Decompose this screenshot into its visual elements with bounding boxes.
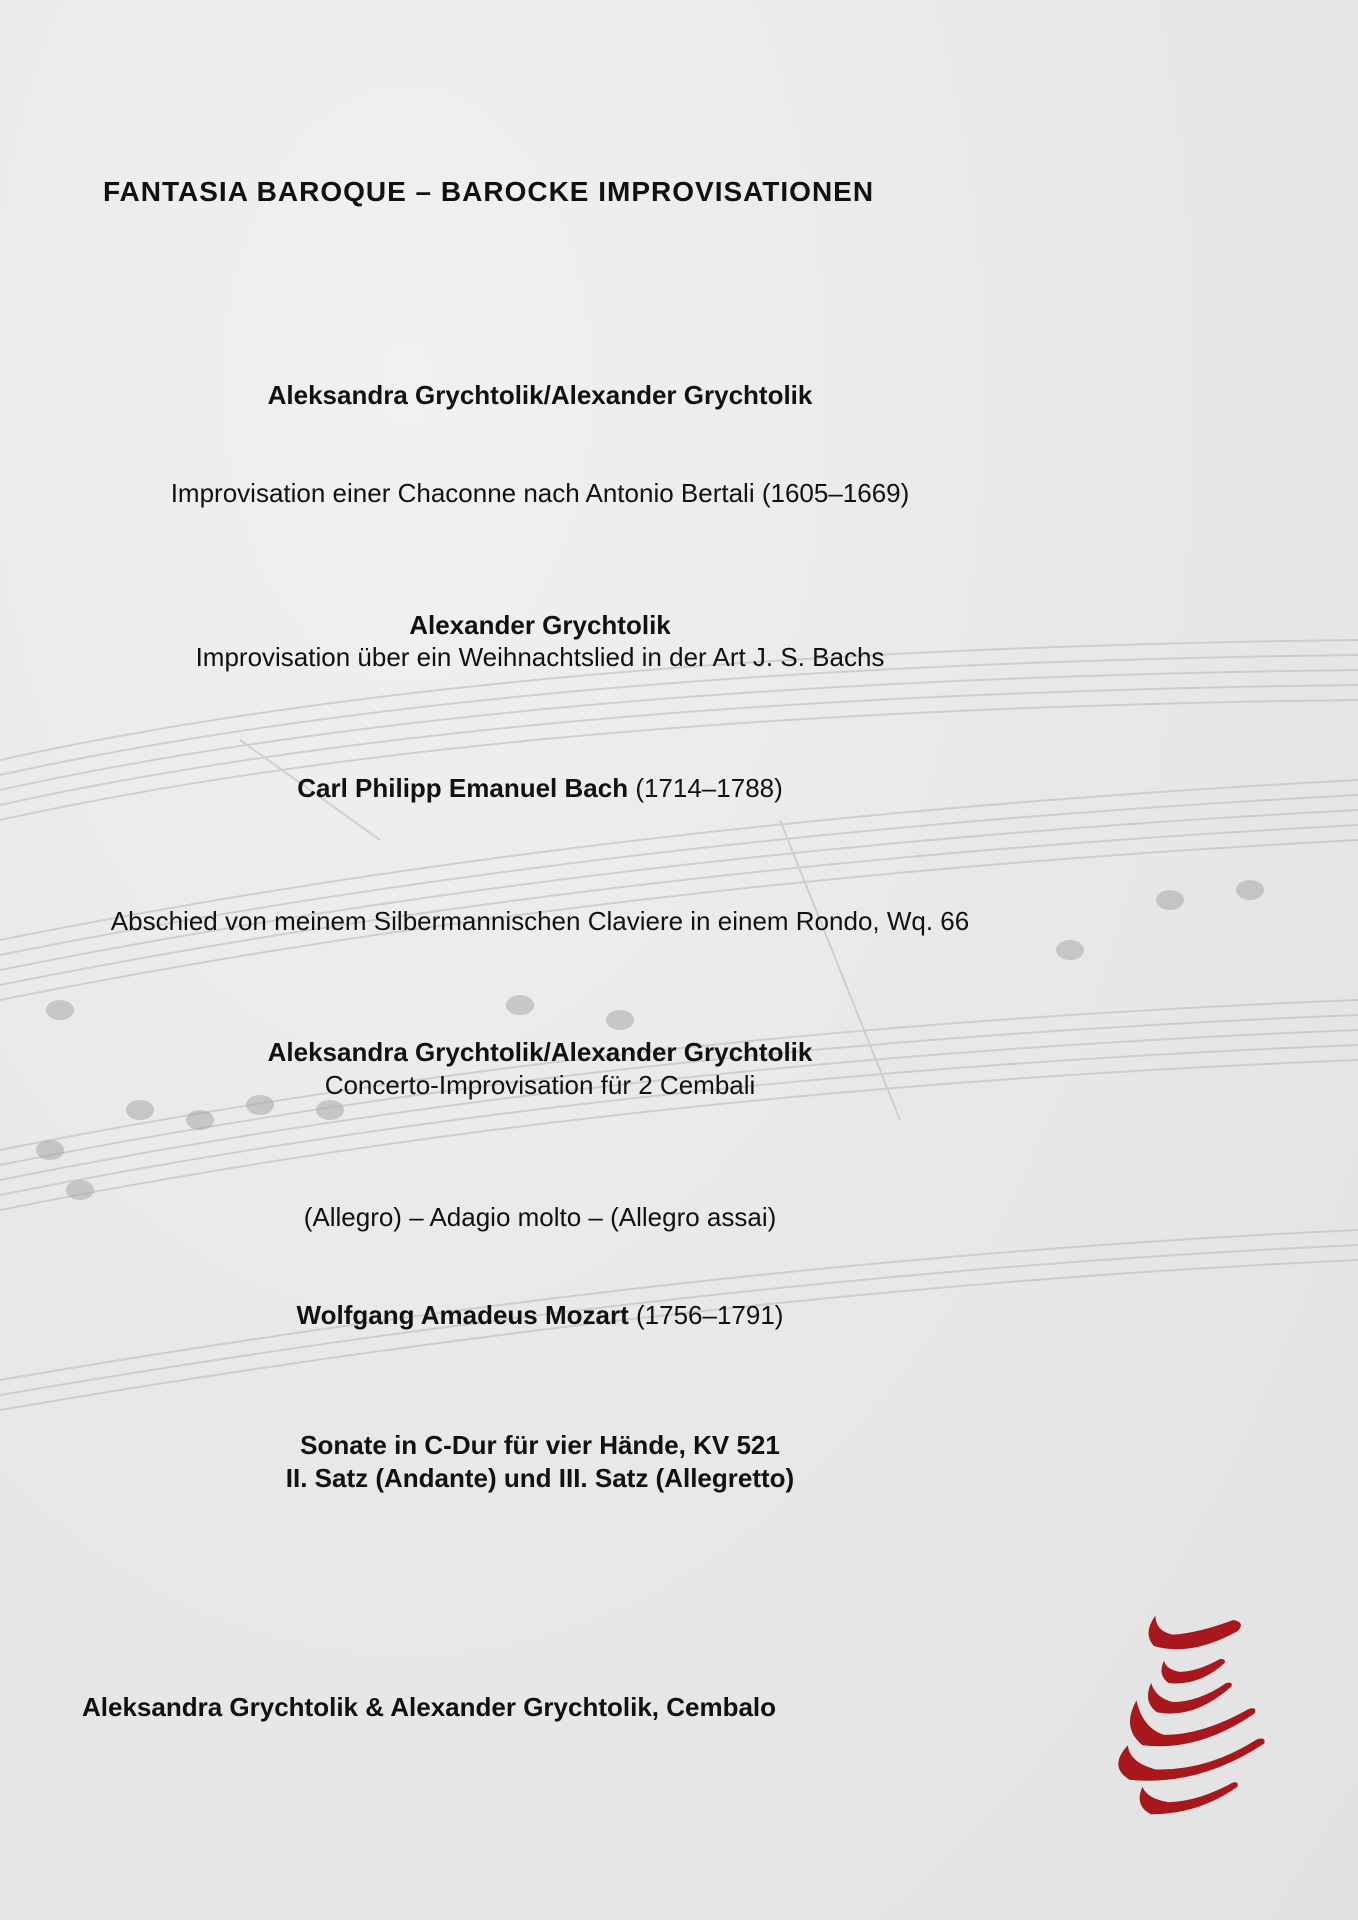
composer-4: Aleksandra Grychtolik/Alexander Grychtolik — [267, 1037, 813, 1067]
composer-3: Carl Philipp Emanuel Bach — [297, 773, 629, 803]
work-4: Concerto-Improvisation für 2 Cembali — [324, 1070, 756, 1100]
composer-3-dates: (1714–1788) — [635, 773, 783, 803]
composer-3-line — [0, 773, 1080, 804]
work-1: Improvisation einer Chaconne nach Antonio Bertali (1605–1669) — [170, 478, 910, 508]
work-2: Improvisation über ein Weihnachtslied in der Art J. S. Bachs — [195, 642, 885, 672]
document-title: FANTASIA BAROQUE – BAROCKE IMPROVISATIONEN — [103, 176, 875, 207]
composer-5-line — [0, 1300, 1080, 1331]
performers: Aleksandra Grychtolik & Alexander Grychtolik, Cembalo — [82, 1692, 777, 1722]
work-5-line1: Sonate in C-Dur für vier Hände, KV 521 — [300, 1430, 780, 1460]
composer-5: Wolfgang Amadeus Mozart — [296, 1300, 629, 1330]
composer-2: Alexander Grychtolik — [409, 610, 671, 640]
work-3: Abschied von meinem Silbermannischen Claviere in einem Rondo, Wq. 66 — [110, 906, 970, 936]
work-5-line2: II. Satz (Andante) und III. Satz (Allegretto) — [285, 1463, 795, 1493]
composer-1: Aleksandra Grychtolik/Alexander Grychtolik — [267, 380, 813, 410]
composer-5-dates: (1756–1791) — [636, 1300, 784, 1330]
work-4-movements: (Allegro) – Adagio molto – (Allegro assai) — [303, 1202, 777, 1232]
red-swirl-logo-icon — [1095, 1590, 1285, 1840]
